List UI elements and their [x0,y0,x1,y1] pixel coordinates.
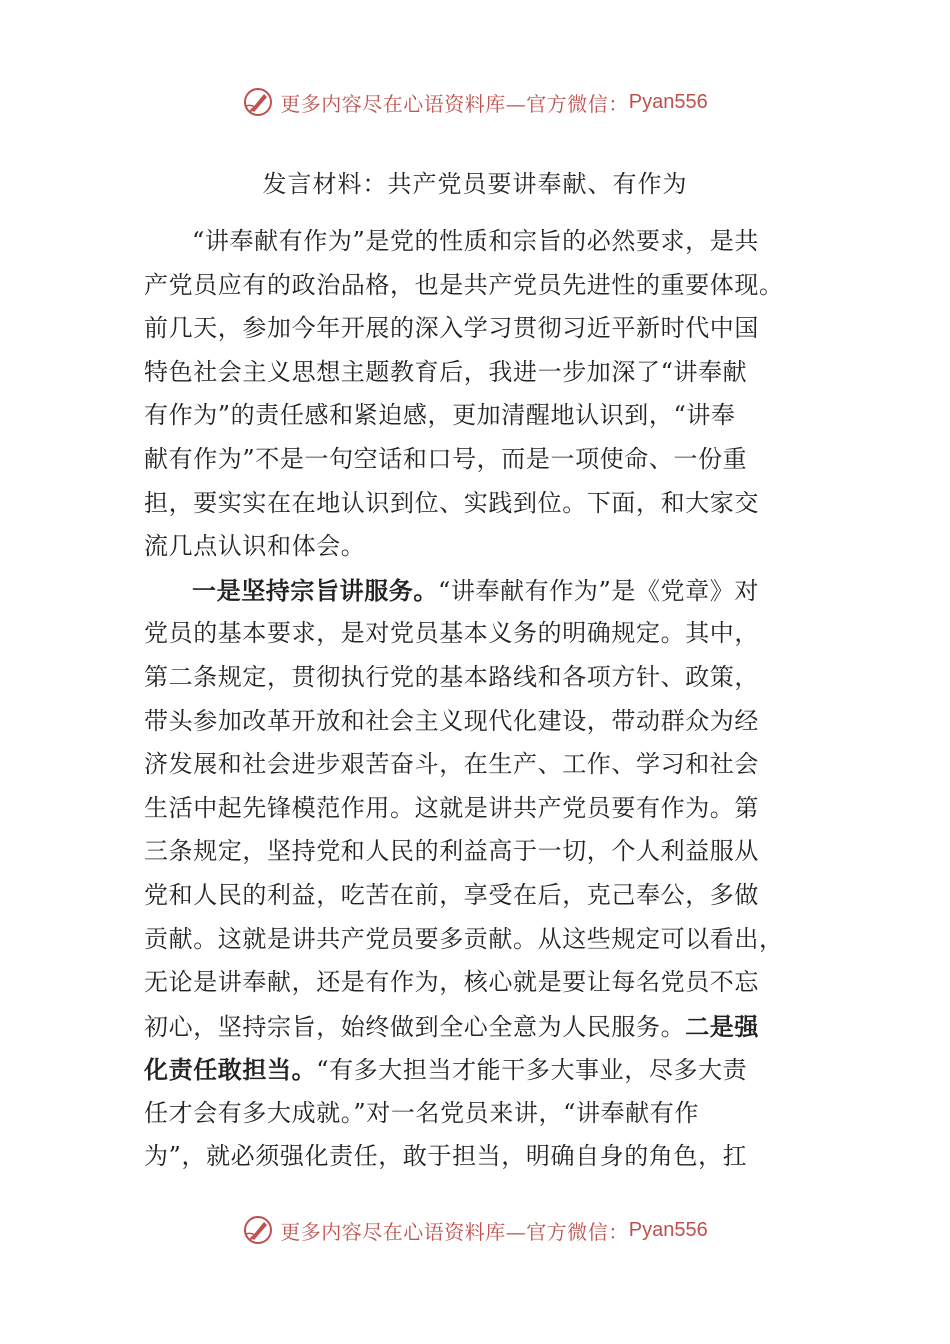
footer-banner [0,1208,950,1252]
line-text: “讲奉献有作为”是党的性质和宗旨的必然要求，是共 [192,227,759,255]
line-text: 担，要实实在在地认识到位、实践到位。下面，和大家交 [144,488,759,517]
bold-heading: 二是强 [685,1011,760,1041]
text-line [144,656,800,700]
text-line [144,1092,800,1136]
quill-pen-logo-icon [242,86,274,118]
banner-wechat-id: Pyan556 [628,1218,708,1241]
line-text: 产党员应有的政治品格，也是共产党员先进性的重要体现。 [144,270,784,299]
line-text: “有多大担当才能干多大事业，尽多大责 [316,1056,748,1085]
text-line [144,830,800,874]
document-title: 发言材料：共产党员要讲奉献、有作为 [262,170,688,198]
line-text: 特色社会主义思想主题教育后，我进一步加深了“讲奉献 [144,357,748,386]
line-text: 三条规定，坚持党和人民的利益高于一切，个人利益服从 [144,837,759,866]
line-text: 带头参加改革开放和社会主义现代化建设，带动群众为经 [144,706,759,735]
line-text: “讲奉献有作为”是《党章》对 [438,576,759,605]
line-text: 流几点认识和体会。 [144,532,366,561]
line-text: 无论是讲奉献，还是有作为，核心就是要让每名党员不忘 [144,968,759,997]
text-line [144,220,800,264]
line-text: 有作为”的责任感和紧迫感，更加清醒地认识到，“讲奉 [144,401,736,430]
line-text: 济发展和社会进步艰苦奋斗，在生产、工作、学习和社会 [144,750,759,779]
quill-pen-logo-icon [242,1214,274,1246]
text-line [144,1135,800,1179]
text-line [144,569,800,613]
document-body [144,220,800,1179]
text-line [144,700,800,744]
line-text: 为”，就必须强化责任，敢于担当，明确自身的角色，扛 [144,1142,748,1171]
text-line [144,787,800,831]
line-text: 献有作为”不是一句空话和口号，而是一项使命、一份重 [144,444,748,473]
text-line [144,351,800,395]
banner-text: 更多内容尽在心语资料库—官方微信： [280,1219,629,1244]
bold-heading: 一是坚持宗旨讲服务。 [192,575,438,605]
line-text: 贡献。这就是讲共产党员要多贡献。从这些规定可以看出， [144,924,784,953]
text-line [144,482,800,526]
text-line [144,1048,800,1092]
text-line [144,961,800,1005]
line-text: 生活中起先锋模范作用。这就是讲共产党员要有作为。第 [144,793,759,822]
line-text: 党员的基本要求，是对党员基本义务的明确规定。其中， [144,619,759,648]
line-text: 初心，坚持宗旨，始终做到全心全意为人民服务。 [144,1012,686,1041]
banner-wechat-id: Pyan556 [628,90,708,113]
line-text: 党和人民的利益，吃苦在前，享受在后，克己奉公，多做 [144,880,759,909]
bold-heading: 化责任敢担当。 [144,1055,317,1085]
header-banner [0,80,950,124]
banner-text: 更多内容尽在心语资料库—官方微信： [280,91,629,116]
line-text: 前几天，参加今年开展的深入学习贯彻习近平新时代中国 [144,314,759,343]
text-line [144,1005,800,1049]
line-text: 任才会有多大成就。”对一名党员来讲，“讲奉献有作 [144,1098,699,1127]
text-line [144,918,800,962]
line-text: 第二条规定，贯彻执行党的基本路线和各项方针、政策， [144,662,759,691]
text-line [144,874,800,918]
text-line [144,612,800,656]
text-line [144,307,800,351]
text-line [144,394,800,438]
text-line [144,525,800,569]
text-line [144,264,800,308]
text-line [144,743,800,787]
text-line [144,438,800,482]
